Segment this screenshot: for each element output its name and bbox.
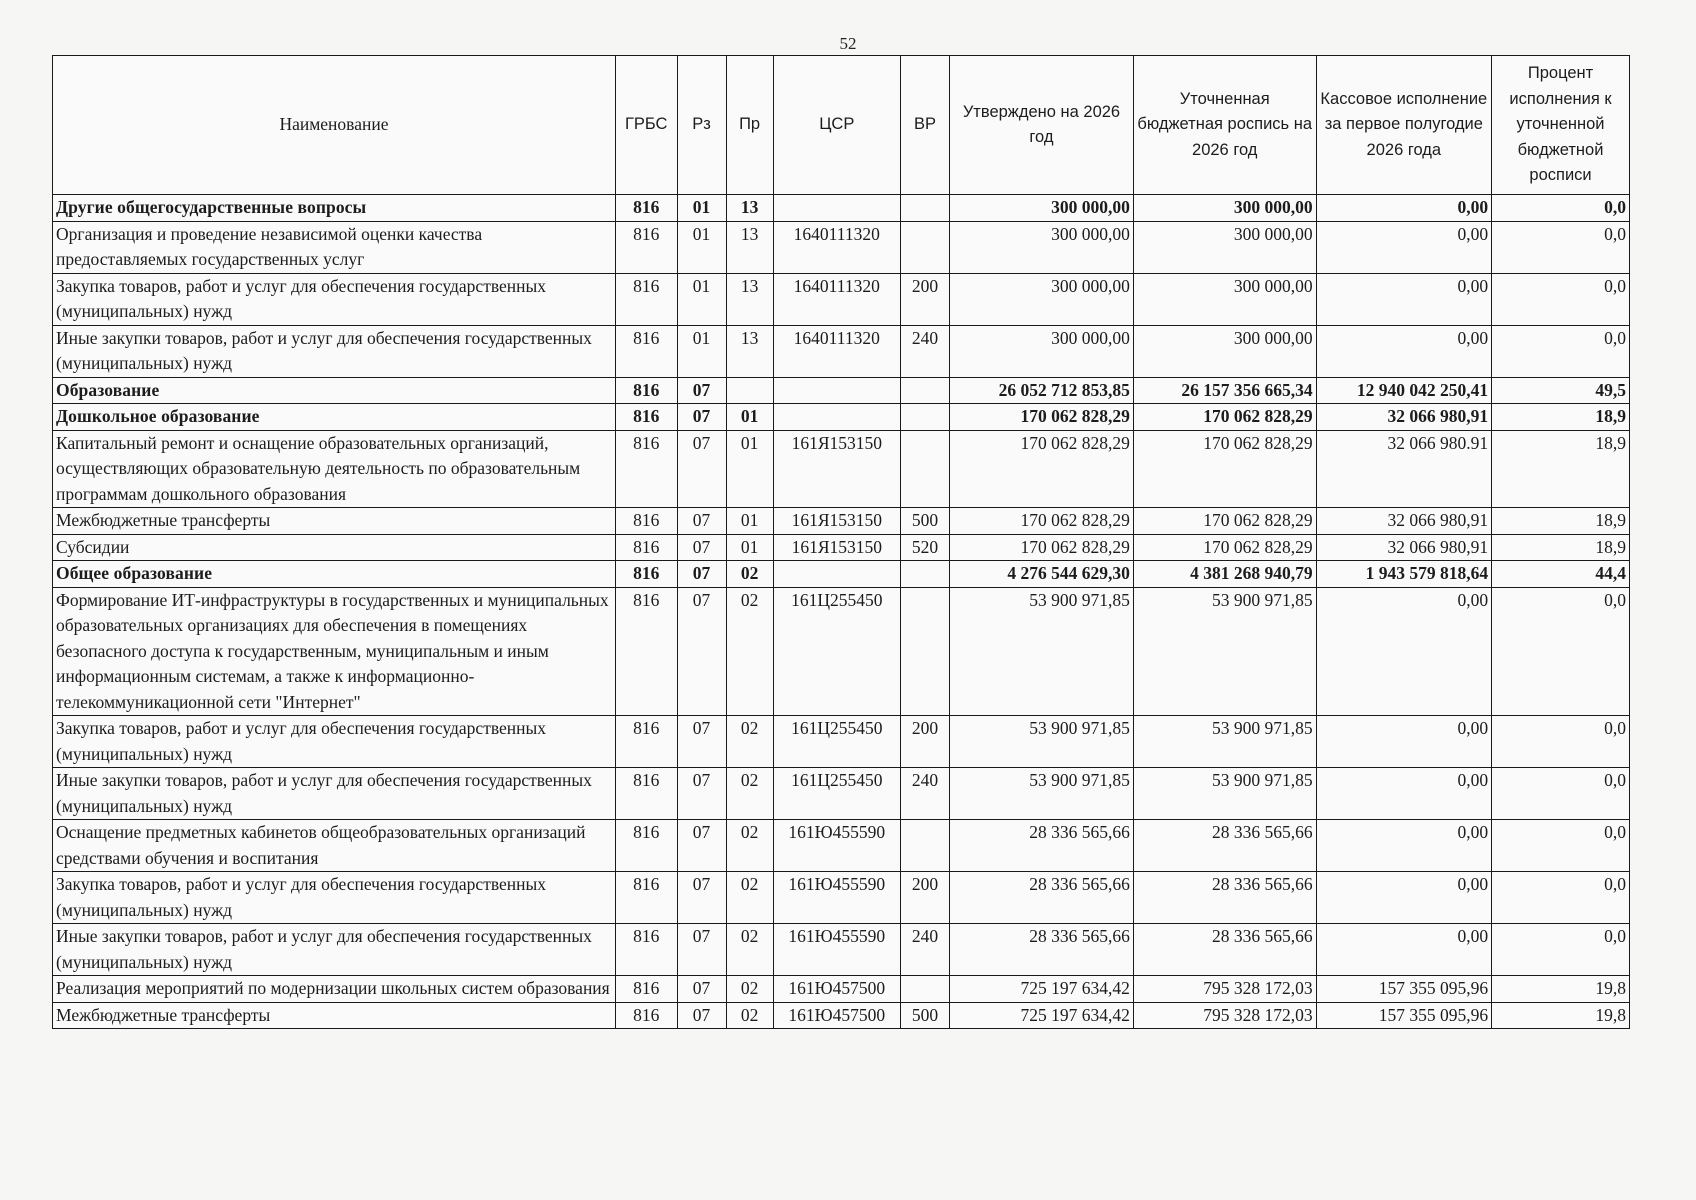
cell-approved: 170 062 828,29 bbox=[950, 430, 1134, 508]
cell-pr: 01 bbox=[726, 404, 773, 431]
cell-percent: 18,9 bbox=[1492, 534, 1630, 561]
cell-rz: 07 bbox=[677, 404, 726, 431]
cell-rz: 07 bbox=[677, 924, 726, 976]
cell-refined: 170 062 828,29 bbox=[1133, 508, 1316, 535]
cell-name: Реализация мероприятий по модернизации школьных систем образования bbox=[53, 976, 616, 1003]
cell-name: Иные закупки товаров, работ и услуг для обеспечения государственных (муниципальных) нужд bbox=[53, 325, 616, 377]
cell-name: Общее образование bbox=[53, 561, 616, 588]
table-row bbox=[53, 534, 1630, 561]
cell-pr: 13 bbox=[726, 325, 773, 377]
cell-grbs: 816 bbox=[615, 534, 677, 561]
cell-approved: 28 336 565,66 bbox=[950, 924, 1134, 976]
table-row bbox=[53, 430, 1630, 508]
cell-percent: 0,0 bbox=[1492, 273, 1630, 325]
table-row bbox=[53, 820, 1630, 872]
cell-vr: 200 bbox=[900, 716, 949, 768]
cell-pr: 02 bbox=[726, 820, 773, 872]
cell-vr bbox=[900, 221, 949, 273]
cell-cash: 32 066 980,91 bbox=[1316, 508, 1491, 535]
cell-csr: 161Ю457500 bbox=[773, 976, 900, 1003]
cell-rz: 07 bbox=[677, 377, 726, 404]
cell-csr: 161Ц255450 bbox=[773, 716, 900, 768]
cell-approved: 53 900 971,85 bbox=[950, 587, 1134, 716]
cell-percent: 0,0 bbox=[1492, 221, 1630, 273]
cell-approved: 53 900 971,85 bbox=[950, 716, 1134, 768]
table-row bbox=[53, 587, 1630, 716]
cell-refined: 795 328 172,03 bbox=[1133, 1002, 1316, 1029]
cell-approved: 300 000,00 bbox=[950, 195, 1134, 222]
cell-pr: 02 bbox=[726, 1002, 773, 1029]
cell-cash: 0,00 bbox=[1316, 325, 1491, 377]
cell-vr bbox=[900, 404, 949, 431]
cell-cash: 32 066 980,91 bbox=[1316, 404, 1491, 431]
cell-refined: 26 157 356 665,34 bbox=[1133, 377, 1316, 404]
cell-percent: 0,0 bbox=[1492, 768, 1630, 820]
header-approved: Утверждено на 2026 год bbox=[950, 56, 1134, 195]
cell-approved: 725 197 634,42 bbox=[950, 976, 1134, 1003]
cell-csr: 161Ю457500 bbox=[773, 1002, 900, 1029]
cell-name: Иные закупки товаров, работ и услуг для обеспечения государственных (муниципальных) нужд bbox=[53, 768, 616, 820]
cell-percent: 18,9 bbox=[1492, 508, 1630, 535]
cell-rz: 07 bbox=[677, 1002, 726, 1029]
cell-grbs: 816 bbox=[615, 195, 677, 222]
cell-csr: 161Я153150 bbox=[773, 534, 900, 561]
cell-grbs: 816 bbox=[615, 377, 677, 404]
table-row bbox=[53, 273, 1630, 325]
cell-cash: 0,00 bbox=[1316, 820, 1491, 872]
header-rz: Рз bbox=[677, 56, 726, 195]
cell-percent: 0,0 bbox=[1492, 195, 1630, 222]
cell-approved: 170 062 828,29 bbox=[950, 534, 1134, 561]
table-row bbox=[53, 404, 1630, 431]
cell-approved: 725 197 634,42 bbox=[950, 1002, 1134, 1029]
cell-percent: 0,0 bbox=[1492, 924, 1630, 976]
cell-pr: 02 bbox=[726, 716, 773, 768]
table-row bbox=[53, 561, 1630, 588]
cell-grbs: 816 bbox=[615, 1002, 677, 1029]
cell-vr: 500 bbox=[900, 1002, 949, 1029]
cell-name: Субсидии bbox=[53, 534, 616, 561]
cell-percent: 19,8 bbox=[1492, 976, 1630, 1003]
header-refined: Уточненная бюджетная роспись на 2026 год bbox=[1133, 56, 1316, 195]
cell-percent: 49,5 bbox=[1492, 377, 1630, 404]
cell-vr: 240 bbox=[900, 325, 949, 377]
cell-pr: 13 bbox=[726, 273, 773, 325]
cell-percent: 0,0 bbox=[1492, 325, 1630, 377]
cell-rz: 07 bbox=[677, 976, 726, 1003]
cell-refined: 300 000,00 bbox=[1133, 221, 1316, 273]
cell-grbs: 816 bbox=[615, 430, 677, 508]
cell-approved: 28 336 565,66 bbox=[950, 820, 1134, 872]
cell-refined: 53 900 971,85 bbox=[1133, 768, 1316, 820]
cell-rz: 07 bbox=[677, 508, 726, 535]
cell-pr: 02 bbox=[726, 924, 773, 976]
cell-approved: 53 900 971,85 bbox=[950, 768, 1134, 820]
cell-pr: 13 bbox=[726, 195, 773, 222]
cell-csr bbox=[773, 561, 900, 588]
cell-rz: 07 bbox=[677, 430, 726, 508]
table-body bbox=[53, 195, 1630, 1029]
cell-vr bbox=[900, 430, 949, 508]
cell-name: Образование bbox=[53, 377, 616, 404]
cell-percent: 18,9 bbox=[1492, 404, 1630, 431]
cell-cash: 0,00 bbox=[1316, 768, 1491, 820]
cell-refined: 300 000,00 bbox=[1133, 325, 1316, 377]
cell-refined: 28 336 565,66 bbox=[1133, 820, 1316, 872]
cell-name: Капитальный ремонт и оснащение образовательных организаций, осуществляющих образовательную деятельность по образовательным программам дошкольного образования bbox=[53, 430, 616, 508]
table-row bbox=[53, 325, 1630, 377]
header-csr: ЦСР bbox=[773, 56, 900, 195]
cell-vr bbox=[900, 195, 949, 222]
cell-rz: 07 bbox=[677, 587, 726, 716]
cell-csr bbox=[773, 404, 900, 431]
cell-vr: 200 bbox=[900, 872, 949, 924]
cell-percent: 44,4 bbox=[1492, 561, 1630, 588]
cell-grbs: 816 bbox=[615, 404, 677, 431]
page-number: 52 bbox=[839, 34, 857, 53]
cell-approved: 28 336 565,66 bbox=[950, 872, 1134, 924]
table-row bbox=[53, 377, 1630, 404]
table-row bbox=[53, 716, 1630, 768]
cell-csr: 161Ц255450 bbox=[773, 587, 900, 716]
cell-percent: 0,0 bbox=[1492, 716, 1630, 768]
cell-refined: 28 336 565,66 bbox=[1133, 924, 1316, 976]
cell-percent: 0,0 bbox=[1492, 872, 1630, 924]
cell-csr: 1640111320 bbox=[773, 325, 900, 377]
cell-rz: 01 bbox=[677, 195, 726, 222]
cell-percent: 0,0 bbox=[1492, 587, 1630, 716]
cell-grbs: 816 bbox=[615, 587, 677, 716]
cell-cash: 0,00 bbox=[1316, 195, 1491, 222]
header-name: Наименование bbox=[53, 56, 616, 195]
cell-name: Организация и проведение независимой оценки качества предоставляемых государственных услуг bbox=[53, 221, 616, 273]
cell-pr: 02 bbox=[726, 976, 773, 1003]
cell-approved: 300 000,00 bbox=[950, 325, 1134, 377]
cell-vr: 500 bbox=[900, 508, 949, 535]
cell-cash: 0,00 bbox=[1316, 716, 1491, 768]
cell-pr: 02 bbox=[726, 872, 773, 924]
cell-vr: 240 bbox=[900, 768, 949, 820]
cell-refined: 4 381 268 940,79 bbox=[1133, 561, 1316, 588]
cell-name: Закупка товаров, работ и услуг для обеспечения государственных (муниципальных) нужд bbox=[53, 716, 616, 768]
header-percent: Процент исполнения к уточненной бюджетной росписи bbox=[1492, 56, 1630, 195]
budget-execution-table bbox=[52, 55, 1630, 1029]
cell-vr: 520 bbox=[900, 534, 949, 561]
cell-rz: 07 bbox=[677, 820, 726, 872]
cell-csr bbox=[773, 195, 900, 222]
cell-rz: 01 bbox=[677, 273, 726, 325]
cell-refined: 170 062 828,29 bbox=[1133, 534, 1316, 561]
header-grbs: ГРБС bbox=[615, 56, 677, 195]
cell-name: Оснащение предметных кабинетов общеобразовательных организаций средствами обучения и воспитания bbox=[53, 820, 616, 872]
cell-grbs: 816 bbox=[615, 325, 677, 377]
cell-pr: 13 bbox=[726, 221, 773, 273]
cell-csr bbox=[773, 377, 900, 404]
cell-refined: 300 000,00 bbox=[1133, 273, 1316, 325]
cell-grbs: 816 bbox=[615, 872, 677, 924]
table-row bbox=[53, 924, 1630, 976]
cell-vr bbox=[900, 976, 949, 1003]
table-header-row bbox=[53, 56, 1630, 195]
cell-approved: 4 276 544 629,30 bbox=[950, 561, 1134, 588]
cell-pr bbox=[726, 377, 773, 404]
cell-pr: 02 bbox=[726, 587, 773, 716]
cell-grbs: 816 bbox=[615, 924, 677, 976]
cell-cash: 32 066 980.91 bbox=[1316, 430, 1491, 508]
table-row bbox=[53, 976, 1630, 1003]
cell-pr: 02 bbox=[726, 561, 773, 588]
cell-vr bbox=[900, 561, 949, 588]
cell-grbs: 816 bbox=[615, 716, 677, 768]
cell-refined: 170 062 828,29 bbox=[1133, 430, 1316, 508]
cell-cash: 32 066 980,91 bbox=[1316, 534, 1491, 561]
cell-cash: 1 943 579 818,64 bbox=[1316, 561, 1491, 588]
cell-refined: 53 900 971,85 bbox=[1133, 716, 1316, 768]
cell-grbs: 816 bbox=[615, 508, 677, 535]
cell-csr: 161Я153150 bbox=[773, 430, 900, 508]
cell-approved: 300 000,00 bbox=[950, 221, 1134, 273]
cell-name: Межбюджетные трансферты bbox=[53, 508, 616, 535]
cell-csr: 161Я153150 bbox=[773, 508, 900, 535]
cell-rz: 07 bbox=[677, 716, 726, 768]
cell-pr: 01 bbox=[726, 508, 773, 535]
table-row bbox=[53, 221, 1630, 273]
cell-refined: 28 336 565,66 bbox=[1133, 872, 1316, 924]
cell-grbs: 816 bbox=[615, 768, 677, 820]
cell-cash: 157 355 095,96 bbox=[1316, 976, 1491, 1003]
cell-rz: 01 bbox=[677, 221, 726, 273]
cell-rz: 01 bbox=[677, 325, 726, 377]
cell-vr bbox=[900, 587, 949, 716]
table-row bbox=[53, 872, 1630, 924]
cell-approved: 26 052 712 853,85 bbox=[950, 377, 1134, 404]
cell-name: Закупка товаров, работ и услуг для обеспечения государственных (муниципальных) нужд bbox=[53, 273, 616, 325]
cell-name: Закупка товаров, работ и услуг для обеспечения государственных (муниципальных) нужд bbox=[53, 872, 616, 924]
cell-name: Иные закупки товаров, работ и услуг для обеспечения государственных (муниципальных) нужд bbox=[53, 924, 616, 976]
cell-cash: 157 355 095,96 bbox=[1316, 1002, 1491, 1029]
cell-csr: 161Ю455590 bbox=[773, 872, 900, 924]
cell-refined: 53 900 971,85 bbox=[1133, 587, 1316, 716]
cell-refined: 170 062 828,29 bbox=[1133, 404, 1316, 431]
cell-csr: 1640111320 bbox=[773, 273, 900, 325]
table-row bbox=[53, 1002, 1630, 1029]
cell-cash: 0,00 bbox=[1316, 924, 1491, 976]
cell-vr: 200 bbox=[900, 273, 949, 325]
cell-csr: 161Ю455590 bbox=[773, 820, 900, 872]
cell-vr bbox=[900, 820, 949, 872]
cell-name: Межбюджетные трансферты bbox=[53, 1002, 616, 1029]
cell-csr: 161Ц255450 bbox=[773, 768, 900, 820]
cell-csr: 1640111320 bbox=[773, 221, 900, 273]
cell-name: Другие общегосударственные вопросы bbox=[53, 195, 616, 222]
cell-csr: 161Ю455590 bbox=[773, 924, 900, 976]
cell-grbs: 816 bbox=[615, 273, 677, 325]
cell-grbs: 816 bbox=[615, 221, 677, 273]
cell-grbs: 816 bbox=[615, 976, 677, 1003]
header-vr: ВР bbox=[900, 56, 949, 195]
table-row bbox=[53, 768, 1630, 820]
header-cash: Кассовое исполнение за первое полугодие 2026 года bbox=[1316, 56, 1491, 195]
cell-rz: 07 bbox=[677, 561, 726, 588]
cell-name: Формирование ИТ-инфраструктуры в государственных и муниципальных образовательных организациях для обеспечения в помещениях безопасного доступа к государственным, муниципальным и иным информационным системам, а также к информационно-телекоммуникационной сети "Интернет" bbox=[53, 587, 616, 716]
cell-cash: 0,00 bbox=[1316, 221, 1491, 273]
cell-cash: 12 940 042 250,41 bbox=[1316, 377, 1491, 404]
cell-pr: 01 bbox=[726, 430, 773, 508]
cell-name: Дошкольное образование bbox=[53, 404, 616, 431]
cell-percent: 0,0 bbox=[1492, 820, 1630, 872]
table-row bbox=[53, 195, 1630, 222]
cell-cash: 0,00 bbox=[1316, 872, 1491, 924]
cell-grbs: 816 bbox=[615, 561, 677, 588]
cell-approved: 300 000,00 bbox=[950, 273, 1134, 325]
cell-percent: 19,8 bbox=[1492, 1002, 1630, 1029]
cell-pr: 02 bbox=[726, 768, 773, 820]
cell-cash: 0,00 bbox=[1316, 273, 1491, 325]
cell-grbs: 816 bbox=[615, 820, 677, 872]
cell-rz: 07 bbox=[677, 534, 726, 561]
cell-percent: 18,9 bbox=[1492, 430, 1630, 508]
cell-refined: 795 328 172,03 bbox=[1133, 976, 1316, 1003]
cell-vr bbox=[900, 377, 949, 404]
cell-cash: 0,00 bbox=[1316, 587, 1491, 716]
cell-pr: 01 bbox=[726, 534, 773, 561]
cell-rz: 07 bbox=[677, 768, 726, 820]
cell-approved: 170 062 828,29 bbox=[950, 404, 1134, 431]
header-pr: Пр bbox=[726, 56, 773, 195]
cell-rz: 07 bbox=[677, 872, 726, 924]
table-row bbox=[53, 508, 1630, 535]
cell-vr: 240 bbox=[900, 924, 949, 976]
cell-refined: 300 000,00 bbox=[1133, 195, 1316, 222]
cell-approved: 170 062 828,29 bbox=[950, 508, 1134, 535]
